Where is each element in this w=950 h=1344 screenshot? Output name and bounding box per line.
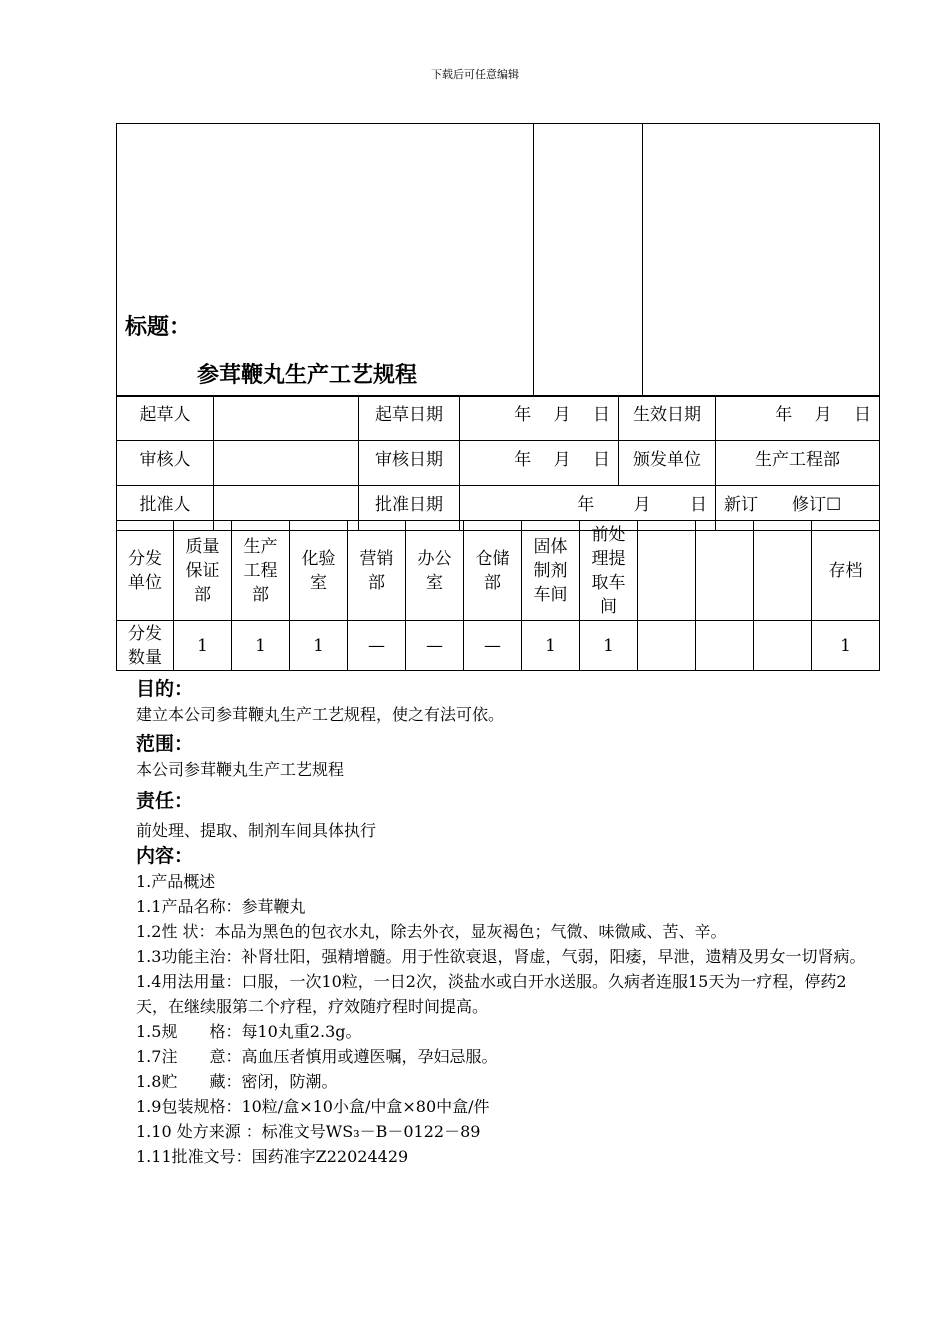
unit-cell: [464, 521, 522, 621]
content-line: 1.7注 意：高血压者慎用或遵医嘱，孕妇忌服。: [136, 1047, 498, 1066]
reviewer-label: 审核人: [117, 441, 214, 486]
unit-cell: [406, 521, 464, 621]
distribution-count-text: 分发数量: [128, 623, 162, 668]
unit-cell: [812, 521, 880, 621]
drafter-label: 起草人: [117, 396, 214, 441]
document-body: [136, 676, 876, 1169]
count-cell: 1: [174, 621, 232, 671]
unit-name: 营销部: [359, 548, 394, 593]
issuer-value: 生产工程部: [716, 441, 880, 486]
responsibility-heading: 责任：: [136, 790, 194, 812]
approver-label: 批准人: [117, 486, 214, 531]
review-date-label: 审核日期: [359, 441, 460, 486]
blank-cell: [643, 124, 880, 397]
content-line: 1.产品概述: [136, 872, 216, 891]
count-cell: —: [406, 621, 464, 671]
content-line: 1.11批准文号：国药准字Z22024429: [136, 1147, 409, 1166]
effective-date-label: 生效日期: [619, 396, 716, 441]
blank-cell: [534, 124, 643, 397]
count-cell: 1: [522, 621, 580, 671]
unit-cell: [580, 521, 638, 621]
unit-cell: [754, 521, 812, 621]
count-cell: 1: [232, 621, 290, 671]
unit-cell: [638, 521, 696, 621]
unit-cell: [174, 521, 232, 621]
scope-text: 本公司参茸鞭丸生产工艺规程: [136, 760, 345, 779]
title-table: [116, 123, 880, 397]
distribution-table: [116, 520, 880, 671]
approve-date-label: 批准日期: [359, 486, 460, 531]
revision-status: 新订 修订☐: [716, 486, 880, 531]
document-title: 参茸鞭丸生产工艺规程: [197, 362, 418, 388]
draft-date-value: 年 月 日: [460, 396, 619, 441]
content-line: 1.8贮 藏：密闭，防潮。: [136, 1072, 338, 1091]
count-cell: 1: [290, 621, 348, 671]
count-cell: —: [464, 621, 522, 671]
signoff-table: [116, 395, 880, 531]
count-cell: [696, 621, 754, 671]
unit-name: 办公室: [417, 548, 452, 593]
issuer-label: 颁发单位: [619, 441, 716, 486]
distribution-unit-label: [117, 521, 174, 621]
distribution-unit-text: 分发单位: [128, 548, 162, 593]
unit-name: 生产工程部: [243, 536, 278, 605]
unit-name: 存档: [828, 560, 863, 581]
drafter-value: [214, 396, 359, 441]
effective-date-value: 年 月 日: [716, 396, 880, 441]
header-note: 下载后可任意编辑: [431, 68, 519, 81]
content-line: 1.9包装规格：10粒/盒×10小盒/中盒×80中盒/件: [136, 1097, 490, 1116]
scope-heading: 范围：: [136, 733, 194, 755]
responsibility-text: 前处理、提取、制剂车间具体执行: [136, 821, 377, 840]
count-cell: [754, 621, 812, 671]
unit-cell: [348, 521, 406, 621]
unit-name: 固体制剂车间: [533, 536, 568, 605]
purpose-text: 建立本公司参茸鞭丸生产工艺规程，使之有法可依。: [136, 705, 505, 724]
unit-name: 仓储部: [475, 548, 510, 593]
title-cell: [117, 124, 534, 397]
approve-date-value: 年 月 日: [460, 486, 716, 531]
draft-date-label: 起草日期: [359, 396, 460, 441]
unit-cell: [290, 521, 348, 621]
unit-name: 前处理提取车间: [591, 524, 626, 617]
distribution-count-label: [117, 621, 174, 671]
purpose-heading: 目的：: [136, 678, 194, 700]
content-line: 1.1产品名称：参茸鞭丸: [136, 897, 306, 916]
reviewer-value: [214, 441, 359, 486]
content-line: 1.3功能主治：补肾壮阳，强精增髓。用于性欲衰退，肾虚，气弱，阳痿，早泄，遗精及男女一切肾病。: [136, 947, 866, 966]
content-heading: 内容：: [136, 845, 194, 867]
count-cell: 1: [812, 621, 880, 671]
unit-name: 质量保证部: [185, 536, 220, 605]
content-line: 1.10 处方来源 ：标准文号WS₃－B－0122－89: [136, 1122, 481, 1141]
review-date-value: 年 月 日: [460, 441, 619, 486]
unit-cell: [232, 521, 290, 621]
count-cell: —: [348, 621, 406, 671]
content-line: 1.4用法用量：口服，一次10粒，一日2次，淡盐水或白开水送服。久病者连服15天为一疗程，停药2天，在继续服第二个疗程，疗效随疗程时间提高。: [136, 972, 847, 1016]
count-cell: 1: [580, 621, 638, 671]
content-line: 1.5规 格：每10丸重2.3g。: [136, 1022, 362, 1041]
count-cell: [638, 621, 696, 671]
unit-cell: [522, 521, 580, 621]
unit-name: 化验室: [301, 548, 336, 593]
content-line: 1.2性 状：本品为黑色的包衣水丸，除去外衣，显灰褐色；气微、味微咸、苦、辛。: [136, 922, 727, 941]
title-label: 标题：: [125, 314, 192, 340]
unit-cell: [696, 521, 754, 621]
